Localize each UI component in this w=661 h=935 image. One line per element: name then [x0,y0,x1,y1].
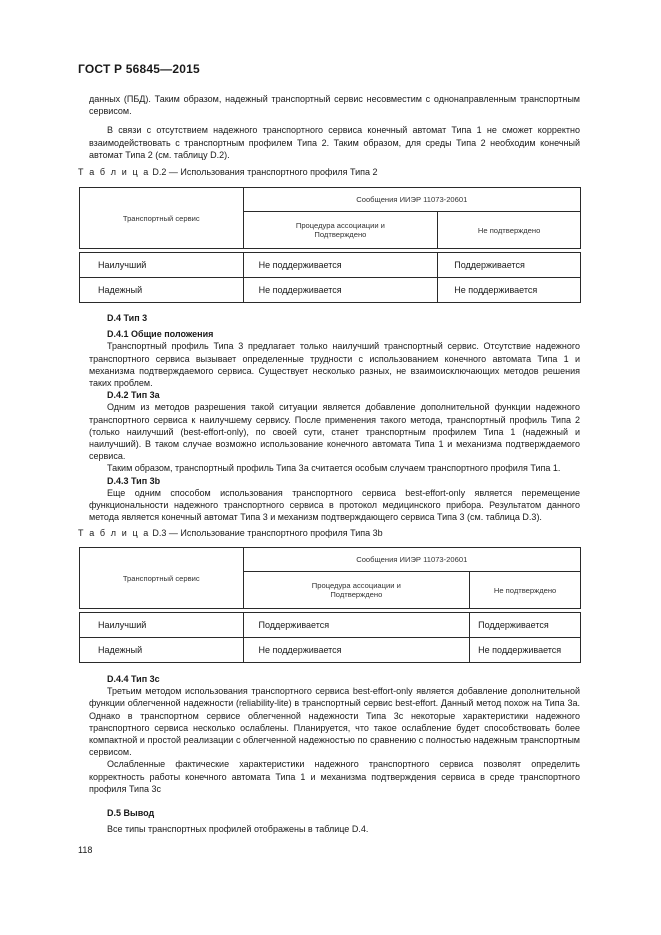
section-d5 [89,807,580,835]
table-d3-header-service: Транспортный сервис [80,548,244,609]
table-d3-row1-unconfirmed: Поддерживается [470,613,581,638]
section-d43-heading: D.4.3 Тип 3b [107,475,161,486]
table-row [80,613,581,638]
page-number: 118 [78,845,93,855]
section-d4-heading: D.4 Тип 3 [107,313,148,323]
intro-block [89,93,580,161]
section-d42-text-1: Одним из методов разрешения такой ситуации является добавление дополнительной функции надежного транспортного сервиса к наилучшему сервису. После применения такого метода, транспортный профиль Типа 2 (только наилучший (best-effort-only), по своей сути, станет транспортным профилем Типа 1 (надежный и наилучший). В таком случае возможно использование конечного автомата Типа 1 и механизма подтверждаемого сервиса. [89,402,580,462]
table-d3-row1-service: Наилучший [80,613,244,638]
section-d42-text-2: Таким образом, транспортный профиль Типа 3а считается особым случаем транспортного профиля Типа 1. [107,463,561,474]
section-d5-text: Все типы транспортных профилей отображены в таблице D.4. [107,824,369,835]
table-d2-row1-service: Наилучший [80,253,244,278]
section-d44-text-1: Третьим методом использования транспортного сервиса best-effort-only является добавление дополнительной функции облегченной надежности (reliability-lite) в транспортный сервис best-effort. Данный метод похож на Типа 3а. Однако в транспортном сервисе облегченной надежности Типа 3с некоторые характеристики надежного транспортного сервиса несколько ослаблены. Планируется, что такое ослабление будет способствовать более компактной и простой реализации с облегченной надежностью по сравнению с полностью надежным транспортным сервисом. [89,686,580,758]
table-d3-row2-unconfirmed: Не поддерживается [470,638,581,663]
table-d2 [79,187,581,303]
table-d3-caption [78,528,383,538]
table-d2-caption-text: D.2 — Использования транспортного профиля Типа 2 [149,167,378,177]
section-d41-heading: D.4.1 Общие положения [107,329,214,340]
table-row [80,253,581,278]
table-d3-row2-assoc: Не поддерживается [243,638,470,663]
table-d3-caption-text: D.3 — Использование транспортного профиля Типа 3b [149,528,383,538]
table-d2-header-unconfirmed: Не подтверждено [438,212,581,249]
table-d2-row1-unconfirmed: Поддерживается [438,253,581,278]
intro-paragraph-2: В связи с отсутствием надежного транспортного сервиса конечный автомат Типа 1 не сможет корректно взаимодействовать с транспортным профилем Типа 2. Таким образом, для среды Типа 2 необходим конечный автомат Типа 2 (см. таблицу D.2). [89,125,580,160]
section-d5-heading: D.5 Вывод [107,808,155,818]
table-d2-caption [78,167,378,177]
table-d3 [79,547,581,663]
section-d44-text-2: Ослабленные фактические характеристики надежного транспортного сервиса позволят определить корректность работы конечного автомата Типа 1 и механизма подтверждения сервиса в среде транспортного профиля Типа 3с [89,759,580,794]
section-d41-text: Транспортный профиль Типа 3 предлагает только наилучший транспортный сервис. Отсутствие надежного транспортного сервиса вызывает определенные трудности с использованием конечного автомата Типа 1 и механизма подтверждаемого сервиса. Существует несколько разных, не взаимоисключающих методов решения таких проблем. [89,341,580,389]
table-d2-row2-service: Надежный [80,278,244,303]
table-d3-row2-service: Надежный [80,638,244,663]
table-d2-header-assoc: Процедура ассоциации и Подтверждено [243,212,438,249]
table-d2-header-service: Транспортный сервис [80,188,244,249]
intro-paragraph-1: данных (ПБД). Таким образом, надежный транспортный сервис несовместим с однонаправленным транспортным сервисом. [89,94,580,117]
section-d42-heading: D.4.2 Тип 3а [107,390,160,401]
table-d3-header-messages: Сообщения ИИЭР 11073-20601 [243,548,580,572]
table-d3-header-unconfirmed: Не подтверждено [470,572,581,609]
section-d43-text: Еще одним способом использования транспортного сервиса best-effort-only является перемещение функциональности надежного транспортного сервиса в протокол медицинского прибора. Результатом данного метода является конечный автомат Типа 3 и механизм подтверждающего сервиса Типа 3 (см. таблица D.3). [89,487,580,523]
document-header: ГОСТ Р 56845—2015 [78,62,200,76]
table-row [80,638,581,663]
section-d44 [89,673,580,795]
table-d3-caption-prefix: Т а б л и ц а [78,528,150,538]
table-d2-header-messages: Сообщения ИИЭР 11073-20601 [243,188,580,212]
table-d2-row1-assoc: Не поддерживается [243,253,438,278]
table-row [80,278,581,303]
table-d2-row2-assoc: Не поддерживается [243,278,438,303]
table-d2-row2-unconfirmed: Не поддерживается [438,278,581,303]
table-d3-header-assoc: Процедура ассоциации и Подтверждено [243,572,470,609]
table-d3-row1-assoc: Поддерживается [243,613,470,638]
table-d2-caption-prefix: Т а б л и ц а [78,167,150,177]
section-d4 [89,312,580,523]
section-d44-heading: D.4.4 Тип 3с [107,674,160,684]
